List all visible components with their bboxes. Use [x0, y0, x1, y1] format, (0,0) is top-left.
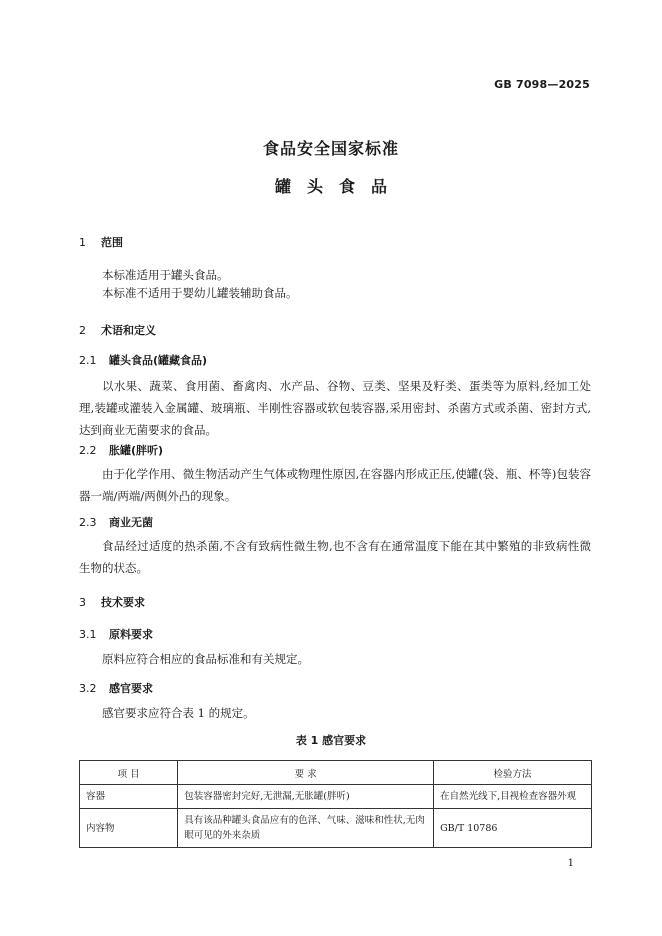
- section-number: 2.2: [79, 444, 97, 457]
- sensory-requirements-table: [79, 760, 592, 848]
- table-row: [80, 809, 592, 848]
- section-number: 3.1: [79, 628, 97, 641]
- table-caption: 表 1 感官要求: [295, 734, 367, 747]
- section-1-line-2: 本标准不适用于婴幼儿罐装辅助食品。: [102, 286, 298, 300]
- section-title: 术语和定义: [101, 324, 156, 337]
- table-cell: GB/T 10786: [434, 809, 592, 848]
- table-cell: 内容物: [80, 809, 178, 848]
- section-number: 1: [79, 236, 86, 249]
- table-header-cell: 项 目: [80, 761, 178, 785]
- standard-code: GB 7098—2025: [494, 78, 590, 91]
- section-title: 商业无菌: [109, 516, 153, 529]
- table-cell: 具有该品种罐头食品应有的色泽、气味、滋味和性状,无肉眼可见的外来杂质: [178, 809, 434, 848]
- table-header-cell: 检验方法: [434, 761, 592, 785]
- section-2-1-text: 以水果、蔬菜、食用菌、畜禽肉、水产品、谷物、豆类、坚果及籽类、蛋类等为原料,经加工处理,装罐或灌装入金属罐、玻璃瓶、半刚性容器或软包装容器,采用密封、杀菌方式或杀菌、密封方式,达到商业无菌要求的食品。: [79, 379, 591, 437]
- section-2-3-text: 食品经过适度的热杀菌,不含有致病性微生物,也不含有在通常温度下能在其中繁殖的非致病性微生物的状态。: [79, 539, 591, 575]
- section-number: 2.3: [79, 516, 97, 529]
- section-2-2-text: 由于化学作用、微生物活动产生气体或物理性原因,在容器内形成正压,使罐(袋、瓶、杯等)包装容器一端/两端/两侧外凸的现象。: [79, 467, 591, 503]
- section-number: 3: [79, 596, 86, 609]
- document-subtitle: 罐头食品: [274, 177, 403, 196]
- section-2-3-heading: [79, 514, 153, 530]
- section-3-2-text: 感官要求应符合表 1 的规定。: [102, 706, 255, 720]
- section-1-heading: [79, 234, 123, 250]
- section-number: 3.2: [79, 682, 97, 695]
- section-2-1-heading: [79, 352, 207, 368]
- section-1-line-1: 本标准适用于罐头食品。: [102, 268, 229, 282]
- section-title: 原料要求: [109, 628, 153, 641]
- table-header-cell: 要 求: [178, 761, 434, 785]
- section-title: 罐头食品(罐藏食品): [109, 354, 208, 367]
- section-number: 2.1: [79, 354, 97, 367]
- section-title: 技术要求: [101, 596, 145, 609]
- table-cell: 在自然光线下,目视检查容器外观: [434, 785, 592, 809]
- section-title: 胀罐(胖听): [109, 444, 164, 457]
- section-title: 范围: [101, 236, 123, 249]
- table-row: [80, 785, 592, 809]
- section-3-1-text: 原料应符合相应的食品标准和有关规定。: [102, 652, 309, 666]
- section-3-heading: [79, 594, 145, 610]
- section-2-heading: [79, 322, 156, 338]
- table-cell: 包装容器密封完好,无泄漏,无胀罐(胖听): [178, 785, 434, 809]
- section-title: 感官要求: [109, 682, 153, 695]
- table-header-row: [80, 761, 592, 785]
- document-title: 食品安全国家标准: [262, 139, 399, 158]
- section-3-2-heading: [79, 680, 153, 696]
- section-number: 2: [79, 324, 86, 337]
- table-cell: 容器: [80, 785, 178, 809]
- section-3-1-heading: [79, 626, 153, 642]
- page-number: 1: [567, 858, 574, 869]
- section-2-2-heading: [79, 442, 163, 458]
